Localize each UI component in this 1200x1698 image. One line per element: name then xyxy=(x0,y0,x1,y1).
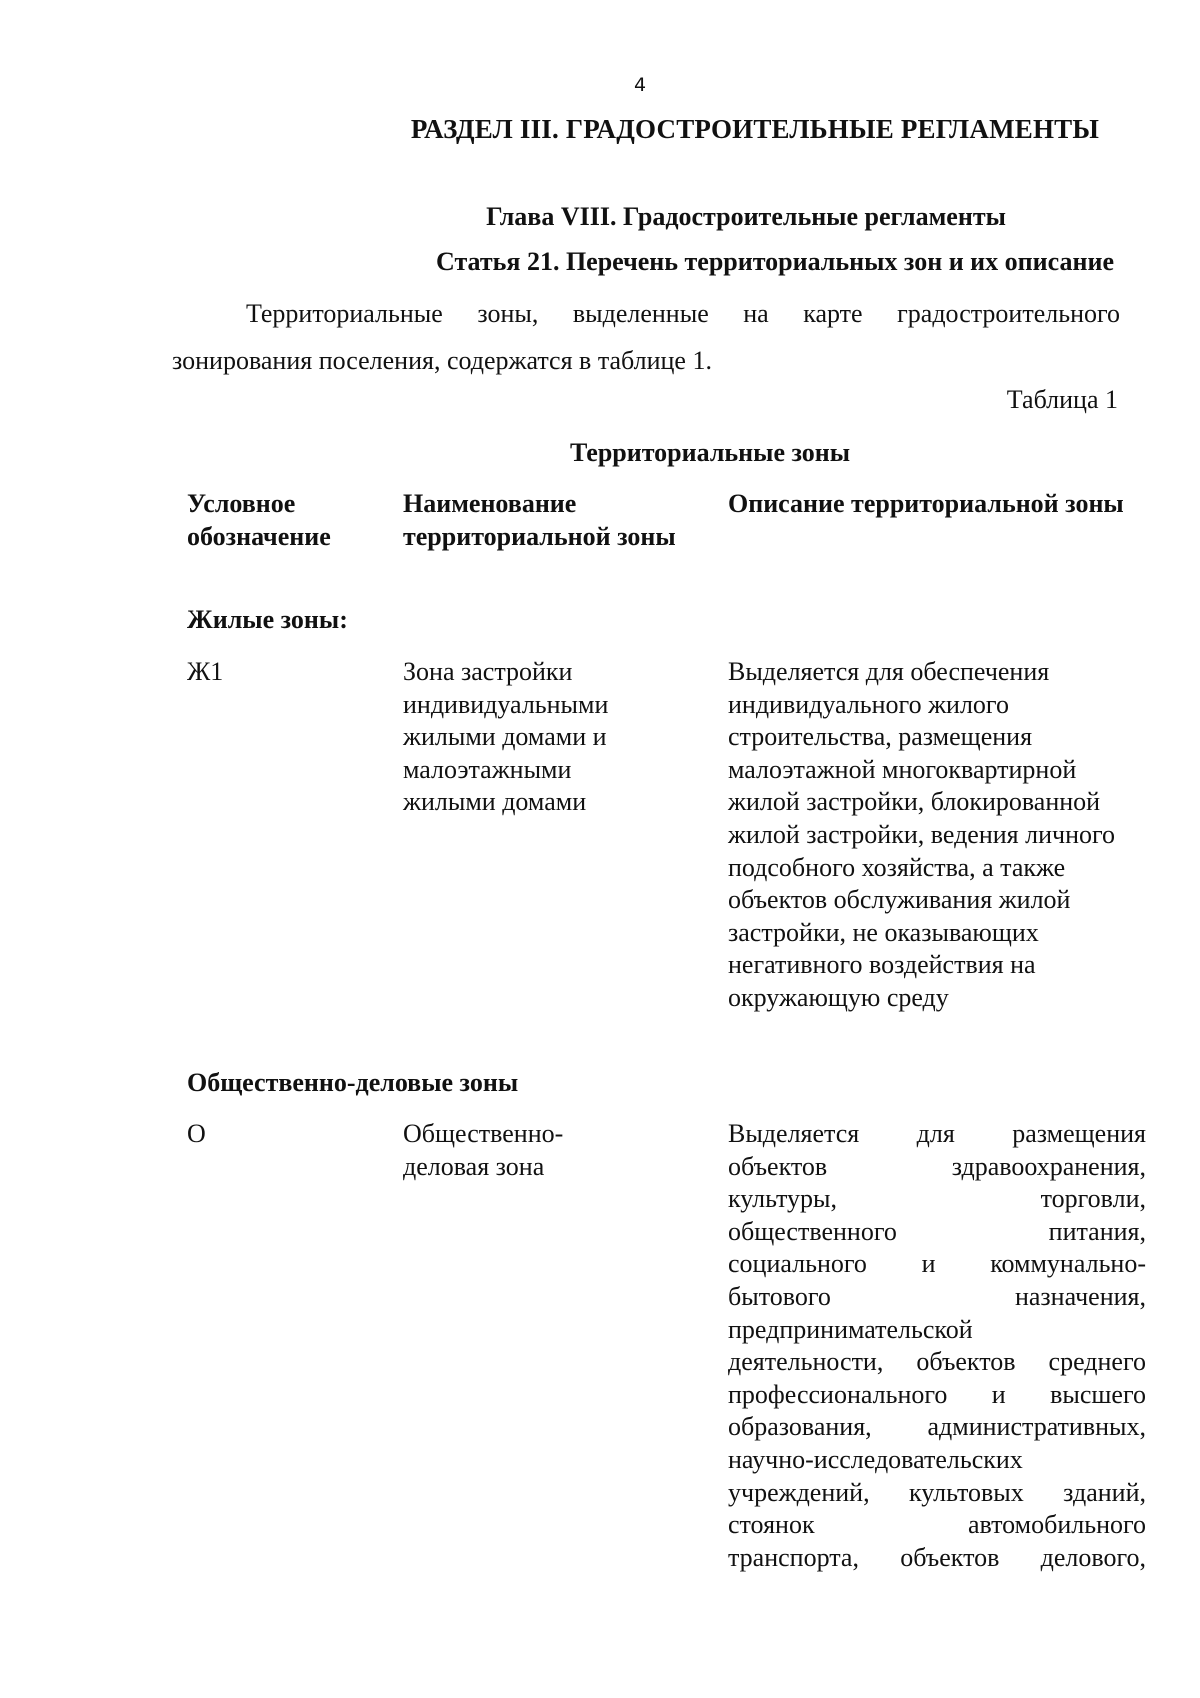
group-title-residential: Жилые зоны: xyxy=(187,605,348,634)
description-line: стоянок автомобильного xyxy=(728,1510,1146,1540)
description-line: объектов здравоохранения, xyxy=(728,1151,1146,1181)
intro-line-1: Территориальные зоны, выделенные на карте градостроительного xyxy=(246,299,1120,328)
row-code-zh1: Ж1 xyxy=(187,657,224,686)
description-line: образования, административных, xyxy=(728,1412,1146,1442)
intro-line-2: зонирования поселения, содержатся в таблице 1. xyxy=(172,346,712,375)
table-caption: Территориальные зоны xyxy=(569,438,851,467)
row-description-zh1: Выделяется для обеспечения индивидуального жилого строительства, размещения малоэтажной многоквартирной жилой застройки, блокированной жилой застройки, ведения личного подсобного хозяйства, а также объектов обслуживания жилой застройки, не оказывающих негативного воздействия на окружающую среду xyxy=(728,657,1116,1012)
description-line: транспорта, объектов делового, xyxy=(728,1542,1146,1572)
description-line: Выделяется для размещения xyxy=(728,1119,1146,1148)
table-label: Таблица 1 xyxy=(1006,385,1118,414)
intro-paragraph xyxy=(172,290,1120,384)
description-line: культуры, торговли, xyxy=(728,1184,1146,1214)
description-line: профессионального и высшего xyxy=(728,1379,1146,1409)
article-title: Статья 21. Перечень территориальных зон и их описание xyxy=(436,247,1114,276)
description-line: деятельности, объектов среднего xyxy=(728,1347,1146,1377)
row-description-o xyxy=(728,1118,1146,1574)
table-header-code: Условное обозначение xyxy=(187,489,331,551)
description-line: общественного питания, xyxy=(728,1216,1146,1246)
row-name-zh1: Зона застройки индивидуальными жилыми домами и малоэтажными жилыми домами xyxy=(403,657,609,817)
description-line: предпринимательской xyxy=(728,1314,973,1344)
description-line: социального и коммунально- xyxy=(728,1249,1146,1279)
row-code-o: О xyxy=(187,1119,206,1148)
chapter-title: Глава VIII. Градостроительные регламенты xyxy=(486,202,1006,231)
page-number: 4 xyxy=(633,74,647,96)
description-line: учреждений, культовых зданий, xyxy=(728,1477,1146,1507)
section-title: РАЗДЕЛ III. ГРАДОСТРОИТЕЛЬНЫЕ РЕГЛАМЕНТЫ xyxy=(410,114,1100,144)
description-line: научно-исследовательских xyxy=(728,1444,1023,1474)
row-name-o: Общественно-деловая зона xyxy=(403,1119,564,1181)
table-header-description: Описание территориальной зоны xyxy=(728,489,1124,518)
table-header-name: Наименование территориальной зоны xyxy=(403,489,676,551)
description-line: бытового назначения, xyxy=(728,1281,1146,1311)
group-title-public-business: Общественно-деловые зоны xyxy=(187,1068,519,1097)
